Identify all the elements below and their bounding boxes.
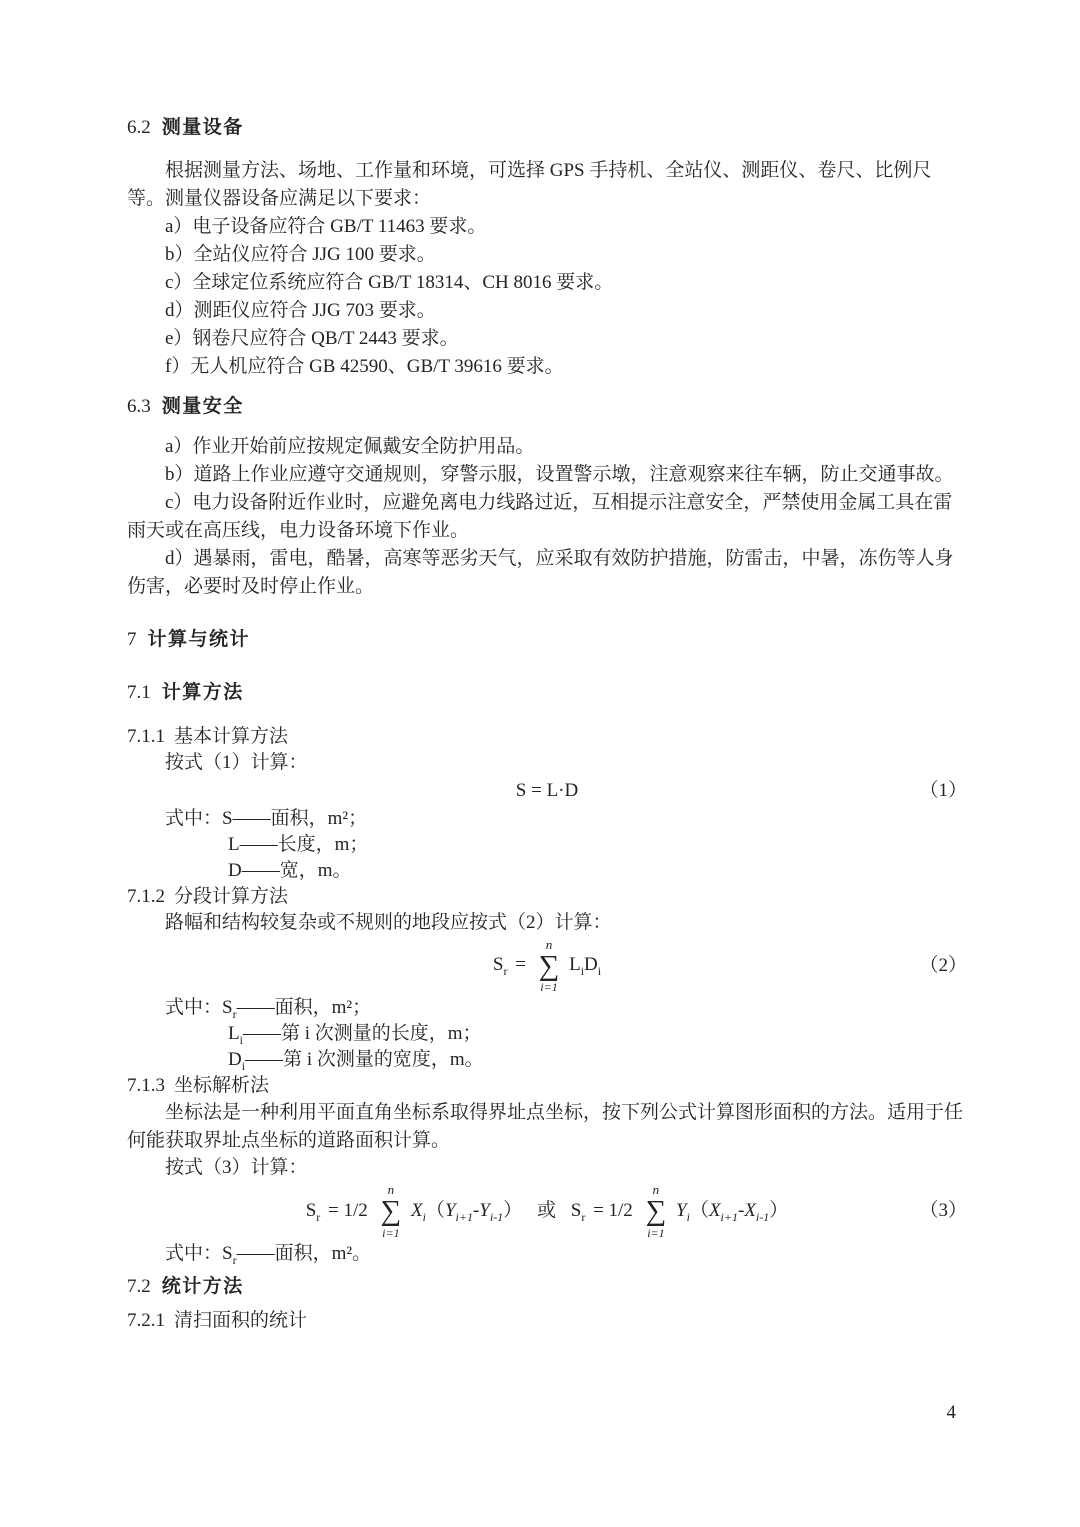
var-l: L — [569, 954, 581, 976]
subsection-number: 7.2.1 — [127, 1309, 165, 1331]
formula-1-def-d — [127, 858, 967, 884]
sigma-icon: ∑ — [380, 1195, 402, 1228]
subsection-title: 基本计算方法 — [174, 726, 289, 747]
var-d: D — [228, 860, 242, 881]
section-title: 统计方法 — [161, 1275, 244, 1297]
minus-sign: - — [472, 1199, 480, 1221]
list-item-62-a: a）电子设备应符合 GB/T 11463 要求。 — [165, 216, 487, 237]
formula-2-def-d — [127, 1047, 967, 1073]
subscript-i-plus-1: i+1 — [455, 1209, 473, 1224]
formula-3-def-s — [127, 1241, 967, 1267]
subsection-title: 分段计算方法 — [174, 886, 289, 907]
var-x: X — [708, 1199, 721, 1221]
subsection-number: 7.1.3 — [127, 1075, 165, 1097]
subscript-i: i — [422, 1209, 426, 1224]
formula-2-def-l — [127, 1021, 967, 1047]
subscript-r: r — [581, 1209, 586, 1224]
list-item-63-c: c）电力设备附近作业时，应避免离电力线路过近，互相提示注意安全，严禁使用金属工具在雷雨天或在高压线，电力设备环境下作业。 — [127, 492, 953, 541]
sum-upper-limit: n — [387, 1182, 395, 1198]
heading-7-1-2 — [127, 884, 967, 910]
sigma-icon: ∑ — [538, 950, 560, 982]
document-content — [127, 114, 967, 1335]
close-paren: ） — [503, 1199, 523, 1221]
section-number: 7.2 — [127, 1275, 151, 1297]
def-text: ——长度，m； — [239, 834, 369, 855]
heading-7-1-1 — [127, 724, 967, 750]
var-d: D — [584, 954, 598, 976]
sum-lower-limit: i=1 — [540, 980, 558, 995]
formula-3-number: （3） — [919, 1200, 967, 1222]
equals-half: = 1/2 — [328, 1199, 368, 1221]
var-x: X — [744, 1199, 756, 1221]
def-text: ——宽，m。 — [241, 860, 352, 881]
paragraph-62-intro: 根据测量方法、场地、工作量和环境，可选择 GPS 手持机、全站仪、测距仪、卷尺、比例尺等。测量仪器设备应满足以下要求： — [127, 160, 932, 209]
list-item-63-d: d）遇暴雨，雷电，酷暑，高寒等恶劣天气，应采取有效防护措施，防雷击，中暑，冻伤等人身伤害，必要时及时停止作业。 — [127, 548, 954, 597]
var-s: S — [492, 954, 504, 976]
var-s: S — [570, 1199, 582, 1221]
var-d: D — [228, 1049, 242, 1071]
formula-2 — [127, 938, 967, 993]
equals-half: = 1/2 — [593, 1199, 633, 1221]
subscript-i: i — [239, 1033, 243, 1048]
equals-sign: = — [515, 954, 526, 976]
section-number: 6.3 — [127, 396, 151, 417]
var-s: S — [222, 1242, 233, 1264]
heading-7-2-1 — [127, 1307, 967, 1335]
subscript-i: i — [686, 1209, 690, 1224]
formula-3 — [127, 1183, 967, 1238]
var-x: X — [410, 1199, 423, 1221]
summation-symbol — [381, 1183, 402, 1238]
list-item-63-b: b）道路上作业应遵守交通规则，穿警示服，设置警示墩，注意观察来往车辆，防止交通事故。 — [165, 464, 954, 485]
subscript-r: r — [232, 1007, 237, 1022]
subsection-title: 坐标解析法 — [174, 1075, 270, 1097]
summation-symbol — [646, 1183, 667, 1238]
subscript-i-minus-1: i-1 — [755, 1209, 770, 1224]
list-item-62-c: c）全球定位系统应符合 GB/T 18314、CH 8016 要求。 — [165, 272, 614, 293]
def-text: ——面积，m²； — [232, 808, 368, 829]
formula-1-expression: S = L·D — [515, 780, 579, 801]
heading-7-1-3 — [127, 1073, 967, 1099]
formula-1-number: （1） — [919, 780, 967, 801]
list-item-63-a: a）作业开始前应按规定佩戴安全防护用品。 — [165, 436, 535, 457]
section-number: 7.1 — [127, 682, 151, 703]
formula-1-def-s — [127, 806, 967, 832]
subscript-r: r — [503, 963, 508, 978]
def-text: ——面积，m²； — [236, 997, 372, 1019]
subsection-number: 7.1.1 — [127, 726, 165, 747]
var-l: L — [228, 1023, 240, 1045]
close-paren: ） — [769, 1199, 789, 1221]
sum-upper-limit: n — [652, 1182, 660, 1198]
sum-upper-limit: n — [545, 937, 553, 952]
subscript-i-plus-1: i+1 — [720, 1209, 738, 1224]
subscript-i: i — [241, 1059, 246, 1074]
def-text: ——第 i 次测量的宽度，m。 — [245, 1049, 484, 1071]
formula-2-number: （2） — [919, 954, 967, 976]
heading-6-2 — [127, 114, 967, 142]
subscript-i: i — [597, 963, 602, 978]
chapter-number: 7 — [127, 629, 137, 650]
heading-7-2 — [127, 1273, 967, 1301]
section-title: 测量设备 — [161, 117, 244, 138]
subscript-i: i — [580, 963, 585, 978]
formula-2-expression — [492, 937, 602, 995]
list-item-62-d: d）测距仪应符合 JJG 703 要求。 — [165, 300, 436, 321]
formula-3-lead: 按式（3）计算： — [165, 1157, 308, 1179]
list-item-62-e: e）钢卷尺应符合 QB/T 2443 要求。 — [165, 328, 459, 349]
sum-lower-limit: i=1 — [647, 1225, 665, 1240]
def-prefix: 式中： — [165, 997, 223, 1019]
formula-1-def-l — [127, 832, 967, 858]
var-y: Y — [444, 1199, 456, 1221]
var-s: S — [222, 808, 233, 829]
heading-6-3 — [127, 393, 967, 421]
formula-2-lead: 路幅和结构较复杂或不规则的地段应按式（2）计算： — [165, 912, 612, 933]
subscript-i-minus-1: i-1 — [489, 1209, 504, 1224]
open-paren: （ — [425, 1199, 445, 1221]
subsection-number: 7.1.2 — [127, 886, 165, 907]
def-text: ——第 i 次测量的长度，m； — [242, 1023, 482, 1045]
or-word: 或 — [536, 1199, 556, 1221]
def-prefix: 式中： — [165, 808, 223, 829]
sum-lower-limit: i=1 — [382, 1225, 400, 1240]
list-item-62-f: f）无人机应符合 GB 42590、GB/T 39616 要求。 — [165, 356, 564, 377]
open-paren: （ — [689, 1199, 709, 1221]
subscript-r: r — [316, 1209, 321, 1224]
formula-3-expression — [305, 1182, 789, 1240]
section-number: 6.2 — [127, 117, 151, 138]
subsection-title: 清扫面积的统计 — [174, 1309, 308, 1331]
var-s: S — [305, 1199, 317, 1221]
chapter-title: 计算与统计 — [147, 629, 251, 650]
def-text: ——面积，m²。 — [236, 1242, 372, 1264]
formula-1 — [127, 776, 967, 806]
heading-7-1 — [127, 679, 967, 707]
section-title: 测量安全 — [161, 396, 244, 417]
def-prefix: 式中： — [165, 1242, 223, 1264]
minus-sign: - — [737, 1199, 745, 1221]
sigma-icon: ∑ — [645, 1195, 667, 1228]
var-s: S — [222, 997, 233, 1019]
page-number: 4 — [946, 1402, 956, 1423]
formula-1-lead: 按式（1）计算： — [165, 752, 308, 773]
list-item-62-b: b）全站仪应符合 JJG 100 要求。 — [165, 244, 436, 265]
var-y: Y — [676, 1199, 687, 1221]
var-y: Y — [479, 1199, 490, 1221]
var-l: L — [228, 834, 240, 855]
summation-symbol — [539, 938, 560, 993]
formula-2-def-s — [127, 995, 967, 1021]
paragraph-713: 坐标法是一种利用平面直角坐标系取得界址点坐标，按下列公式计算图形面积的方法。适用于任何能获取界址点坐标的道路面积计算。 — [127, 1102, 964, 1152]
heading-chapter-7 — [127, 626, 967, 654]
section-title: 计算方法 — [161, 682, 244, 703]
subscript-r: r — [232, 1252, 237, 1267]
